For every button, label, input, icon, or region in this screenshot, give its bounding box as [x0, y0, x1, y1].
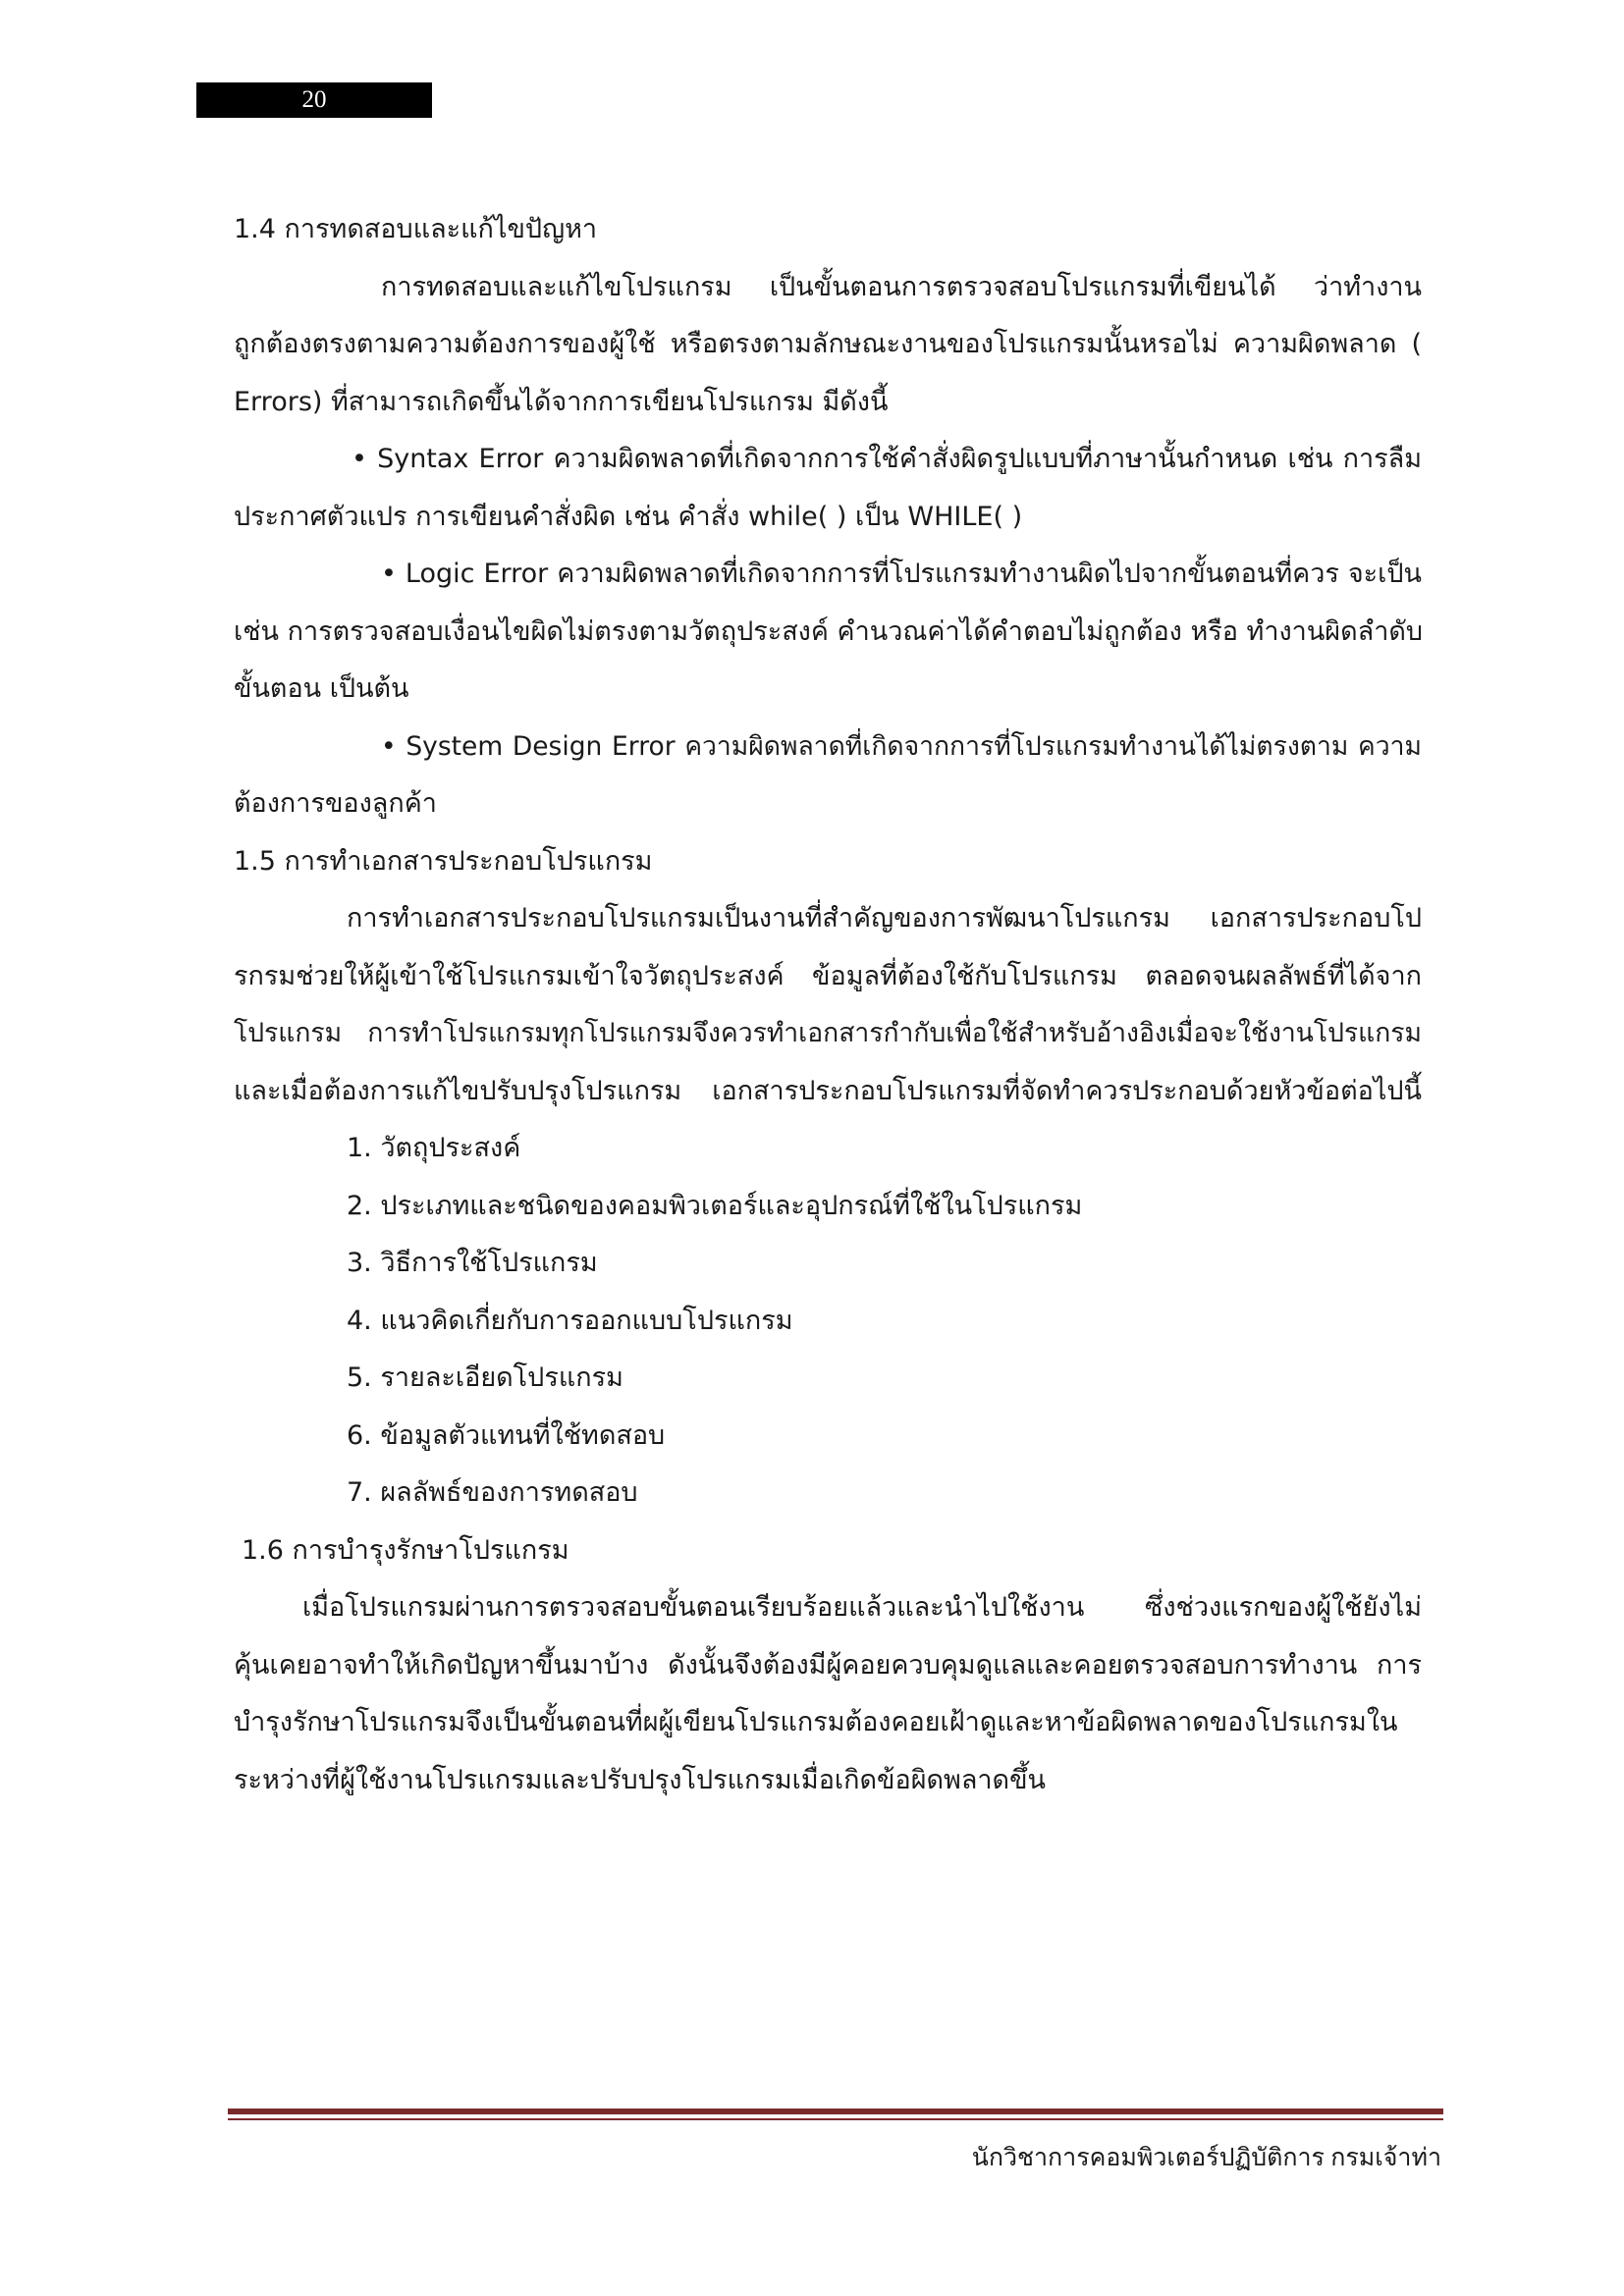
list-item: 2. ประเภทและชนิดของคอมพิวเตอร์และอุปกรณ์ที่ใช้ในโปรแกรม	[347, 1190, 1083, 1221]
paragraph-line: รกรมช่วยให้ผู้เข้าใช้โปรแกรมเข้าใจวัตถุประสงค์ ข้อมูลที่ต้องใช้กับโปรแกรม ตลอดจนผลลัพธ์ที่ได้จาก	[234, 960, 1422, 991]
paragraph-line: ขั้นตอน เป็นต้น	[234, 673, 409, 704]
paragraph-line: โปรแกรม การทำโปรแกรมทุกโปรแกรมจึงควรทำเอกสารกำกับเพื่อใช้สำหรับอ้างอิงเมื่อจะใช้งานโปรแกรม	[234, 1018, 1422, 1048]
paragraph-line: บำรุงรักษาโปรแกรมจึงเป็นขั้นตอนที่ผผู้เขียนโปรแกรมต้องคอยเฝ้าดูและหาข้อผิดพลาดของโปรแกรมใน	[234, 1707, 1398, 1737]
footer-divider	[228, 2109, 1443, 2114]
paragraph-line: และเมื่อต้องการแก้ไขปรับปรุงโปรแกรม เอกสารประกอบโปรแกรมที่จัดทำควรประกอบด้วยหัวข้อต่อไปนี้	[234, 1075, 1422, 1106]
paragraph-line: การทดสอบและแก้ไขโปรแกรม เป็นขั้นตอนการตรวจสอบโปรแกรมที่เขียนได้ ว่าทำงาน	[381, 271, 1422, 302]
page-number: 20	[196, 82, 432, 118]
document-body	[234, 201, 1422, 1809]
footer-caption: นักวิชาการคอมพิวเตอร์ปฏิบัติการ กรมเจ้าท่า	[971, 2145, 1441, 2171]
list-item: 3. วิธีการใช้โปรแกรม	[347, 1248, 598, 1278]
paragraph-line: การทำเอกสารประกอบโปรแกรมเป็นงานที่สำคัญของการพัฒนาโปรแกรม เอกสารประกอบโป	[347, 903, 1422, 934]
section-heading-1-4: 1.4 การทดสอบและแก้ไขปัญหา	[234, 214, 598, 244]
list-item: 7. ผลลัพธ์ของการทดสอบ	[347, 1477, 638, 1508]
list-item: 4. แนวคิดเกี่ยกับการออกแบบโปรแกรม	[347, 1305, 793, 1336]
section-heading-1-6: 1.6 การบำรุงรักษาโปรแกรม	[242, 1534, 569, 1566]
paragraph-line: ระหว่างที่ผู้ใช้งานโปรแกรมและปรับปรุงโปรแกรมเมื่อเกิดข้อผิดพลาดขึ้น	[234, 1764, 1047, 1795]
footer-divider-thin	[228, 2118, 1443, 2120]
list-item: 6. ข้อมูลตัวแทนที่ใช้ทดสอบ	[347, 1419, 666, 1451]
paragraph-line: เมื่อโปรแกรมผ่านการตรวจสอบขั้นตอนเรียบร้อยแล้วและนำไปใช้งาน ซึ่งช่วงแรกของผู้ใช้ยังไม่	[302, 1592, 1422, 1623]
paragraph-line: ถูกต้องตรงตามความต้องการของผู้ใช้ หรือตรงตามลักษณะงานของโปรแกรมนั้นหรอไม่ ความผิดพลาด (	[234, 329, 1422, 359]
paragraph-line: ต้องการของลูกค้า	[234, 788, 437, 819]
list-item: 5. รายละเอียดโปรแกรม	[347, 1362, 623, 1393]
paragraph-line: คุ้นเคยอาจทำให้เกิดปัญหาขึ้นมาบ้าง ดังนั้นจึงต้องมีผู้คอยควบคุมดูแลและคอยตรวจสอบการทำงาน การ	[234, 1649, 1422, 1681]
paragraph-line: เช่น การตรวจสอบเงื่อนไขผิดไม่ตรงตามวัตถุประสงค์ คำนวณค่าได้คำตอบไม่ถูกต้อง หรือ ทำงานผิดลำดับ	[234, 615, 1424, 647]
bullet-system-design-error: • System Design Error ความผิดพลาดที่เกิดจากการที่โปรแกรมทำงานได้ไม่ตรงตาม ความ	[381, 730, 1422, 762]
paragraph-line: ประกาศตัวแปร การเขียนคำสั่งผิด เช่น คำสั่ง while( ) เป็น WHILE( )	[234, 501, 1023, 532]
list-item: 1. วัตถุประสงค์	[347, 1133, 521, 1163]
bullet-logic-error: • Logic Error ความผิดพลาดที่เกิดจากการที่โปรแกรมทำงานผิดไปจากขั้นตอนที่ควร จะเป็น	[381, 559, 1422, 589]
section-heading-1-5: 1.5 การทำเอกสารประกอบโปรแกรม	[234, 845, 653, 877]
paragraph-line: Errors) ที่สามารถเกิดขึ้นได้จากการเขียนโปรแกรม มีดังนี้	[234, 386, 889, 417]
bullet-syntax-error: • Syntax Error ความผิดพลาดที่เกิดจากการใช้คำสั่งผิดรูปแบบที่ภาษานั้นกำหนด เช่น การลืม	[352, 444, 1422, 474]
